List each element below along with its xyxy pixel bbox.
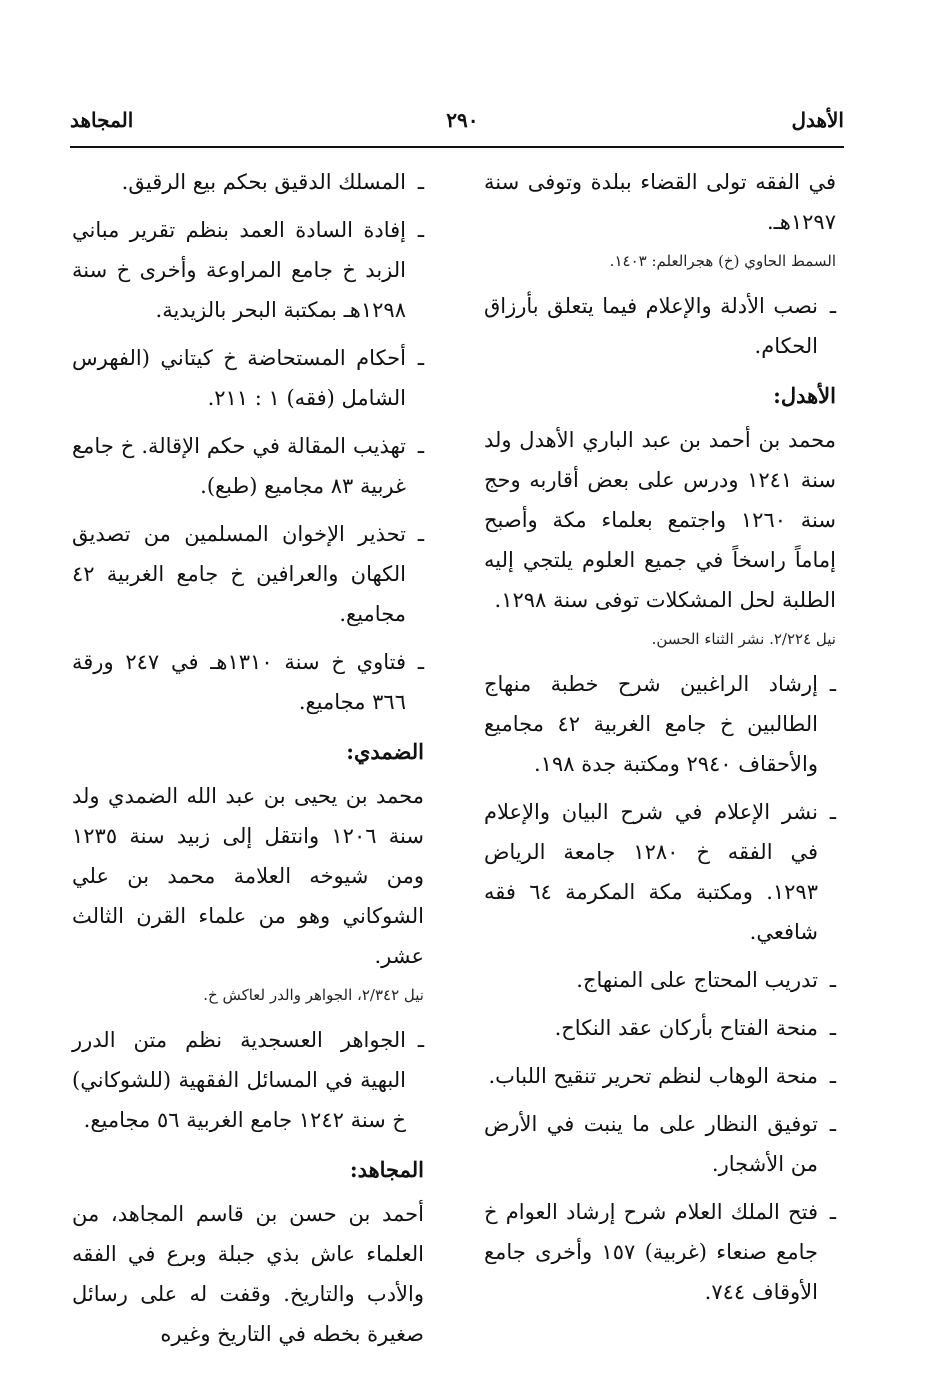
entry-item: ـ منحة الفتاح بأركان عقد النكاح.	[484, 1008, 836, 1048]
entry-item: ـ تهذيب المقالة في حكم الإقالة. خ جامع غربية ٨٣ مجاميع (طبع).	[72, 426, 424, 506]
entry-ref: نيل ٢/٣٤٢، الجواهر والدر لعاكش خ.	[203, 986, 424, 1004]
entry-heading: المجاهد:	[349, 1157, 424, 1182]
entry-item: ـ تدريب المحتاج على المنهاج.	[484, 960, 836, 1000]
entry-item: ـ الجواهر العسجدية نظم متن الدرر البهية في المسائل الفقهية (للشوكاني) خ سنة ١٢٤٢ جامع الغربية ٥٦ مجاميع.	[72, 1020, 424, 1140]
header-right-title: الأهدل	[791, 108, 844, 132]
entry-ref: نيل ٢/٢٢٤. نشر الثناء الحسن.	[651, 630, 836, 648]
page-header	[70, 100, 844, 140]
entry-item: ـ المسلك الدقيق بحكم بيع الرقيق.	[72, 162, 424, 202]
entry-item: ـ تحذير الإخوان المسلمين من تصديق الكهان والعرافين خ جامع الغربية ٤٢ مجاميع.	[72, 514, 424, 634]
header-divider	[70, 146, 844, 148]
left-column	[72, 162, 424, 1360]
entry-heading: الأهدل:	[773, 383, 836, 408]
page-number: ٢٩٠	[446, 108, 479, 132]
entry-item: ـ توفيق النظار على ما ينبت في الأرض من الأشجار.	[484, 1104, 836, 1184]
entry-item: ـ أحكام المستحاضة خ كيتاني (الفهرس الشامل (فقه) ١ : ٢١١.	[72, 338, 424, 418]
entry-item: ـ نشر الإعلام في شرح البيان والإعلام في الفقه خ ١٢٨٠ جامعة الرياض ١٢٩٣. ومكتبة مكة المكرمة ٦٤ فقه شافعي.	[484, 792, 836, 952]
entry-item: ـ نصب الأدلة والإعلام فيما يتعلق بأرزاق الحكام.	[484, 286, 836, 366]
entry-item: ـ إرشاد الراغبين شرح خطبة منهاج الطالبين خ جامع الغربية ٤٢ مجاميع والأحقاف ٢٩٤٠ ومكتبة جدة ١٩٨.	[484, 664, 836, 784]
right-column	[484, 162, 836, 1320]
header-left-title: المجاهد	[70, 108, 134, 132]
entry-para: محمد بن أحمد بن عبد الباري الأهدل ولد سنة ١٢٤١ ودرس على بعض أقاربه وحج سنة ١٢٦٠ واجتمع بعلماء مكة وأصبح إماماً راسخاً في جميع العلوم يلتجي إليه الطلبة لحل المشكلات توفى سنة ١٢٩٨.	[484, 428, 836, 612]
entry-ref: السمط الحاوي (خ) هجرالعلم: ١٤٠٣.	[609, 252, 836, 270]
entry-item: ـ فتاوي خ سنة ١٣١٠هـ في ٢٤٧ ورقة ٣٦٦ مجاميع.	[72, 642, 424, 722]
entry-item: ـ فتح الملك العلام شرح إرشاد العوام خ جامع صنعاء (غربية) ١٥٧ وأخرى جامع الأوقاف ٧٤٤.	[484, 1192, 836, 1312]
entry-para: في الفقه تولى القضاء ببلدة وتوفى سنة ١٢٩٧هـ.	[484, 170, 836, 234]
entry-para: أحمد بن حسن بن قاسم المجاهد، من العلماء عاش بذي جبلة وبرع في الفقه والأدب والتاريخ. وقفت له على رسائل صغيرة بخطه في التاريخ وغيره	[72, 1202, 424, 1346]
entry-heading: الضمدي:	[346, 739, 424, 764]
entry-para: محمد بن يحيى بن عبد الله الضمدي ولد سنة ١٢٠٦ وانتقل إلى زبيد سنة ١٢٣٥ ومن شيوخه العلامة محمد بن علي الشوكاني وهو من علماء القرن الثالث عشر.	[72, 784, 424, 968]
entry-item: ـ منحة الوهاب لنظم تحرير تنقيح اللباب.	[484, 1056, 836, 1096]
entry-item: ـ إفادة السادة العمد بنظم تقرير مباني الزبد خ جامع المراوعة وأخرى خ سنة ١٢٩٨هـ بمكتبة البحر بالزيدية.	[72, 210, 424, 330]
